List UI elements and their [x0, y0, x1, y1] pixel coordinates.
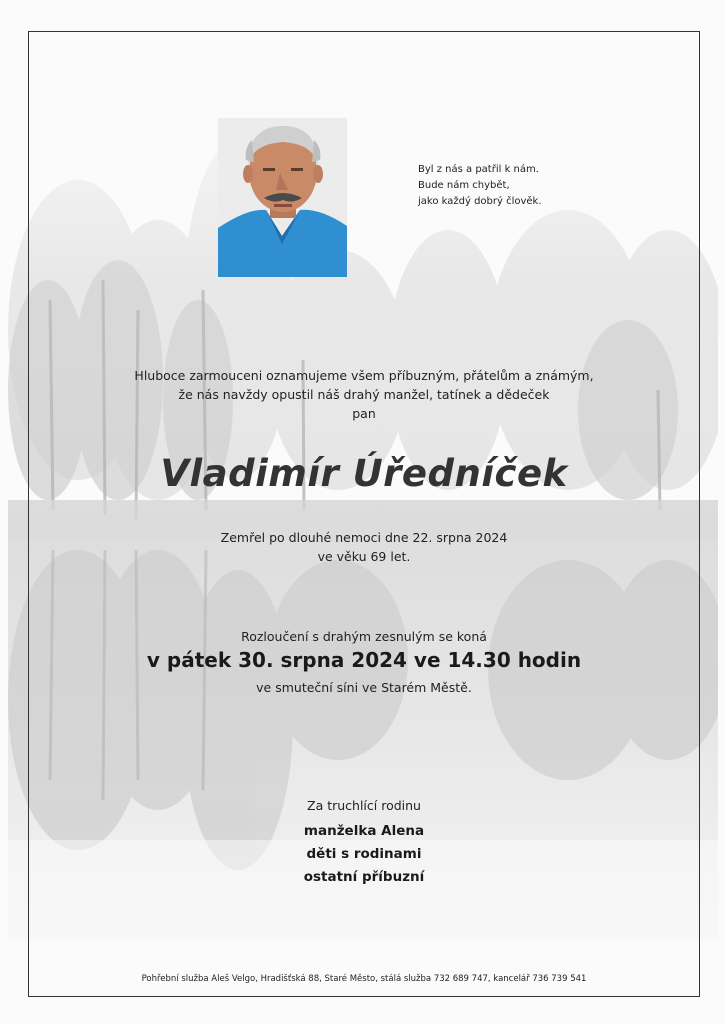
intro-line: Hluboce zarmouceni oznamujeme všem příbuzným, přátelům a známým, [134, 368, 594, 383]
family-lead: Za truchlící rodinu [307, 798, 421, 813]
announcement-intro [28, 366, 700, 423]
portrait-photo [218, 118, 347, 277]
quote-line: jako každý dobrý člověk. [418, 196, 542, 207]
farewell-lead: Rozloučení s drahým zesnulým se koná [241, 629, 487, 644]
family-members [28, 820, 700, 889]
family-member: ostatní příbuzní [303, 869, 425, 885]
death-line: ve věku 69 let. [317, 549, 411, 564]
intro-line: že nás navždy opustil náš drahý manžel, tatínek a dědeček [178, 387, 550, 402]
death-info [28, 528, 700, 566]
deceased-name: Vladimír Úředníček [160, 452, 568, 495]
family-member: děti s rodinami [306, 846, 422, 862]
quote-line: Bude nám chybět, [418, 180, 510, 191]
farewell-datetime: v pátek 30. srpna 2024 ve 14.30 hodin [146, 648, 582, 672]
funeral-service-footer: Pohřební služba Aleš Velgo, Hradišťská 88, Staré Město, stálá služba 732 689 747, kancelář 736 739 541 [141, 974, 587, 984]
intro-line: pan [352, 406, 376, 421]
memorial-quote [418, 162, 638, 210]
family-member: manželka Alena [303, 823, 425, 839]
death-line: Zemřel po dlouhé nemoci dne 22. srpna 2024 [220, 530, 508, 545]
quote-line: Byl z nás a patřil k nám. [418, 164, 539, 175]
farewell-venue: ve smuteční síni ve Starém Městě. [256, 680, 472, 695]
